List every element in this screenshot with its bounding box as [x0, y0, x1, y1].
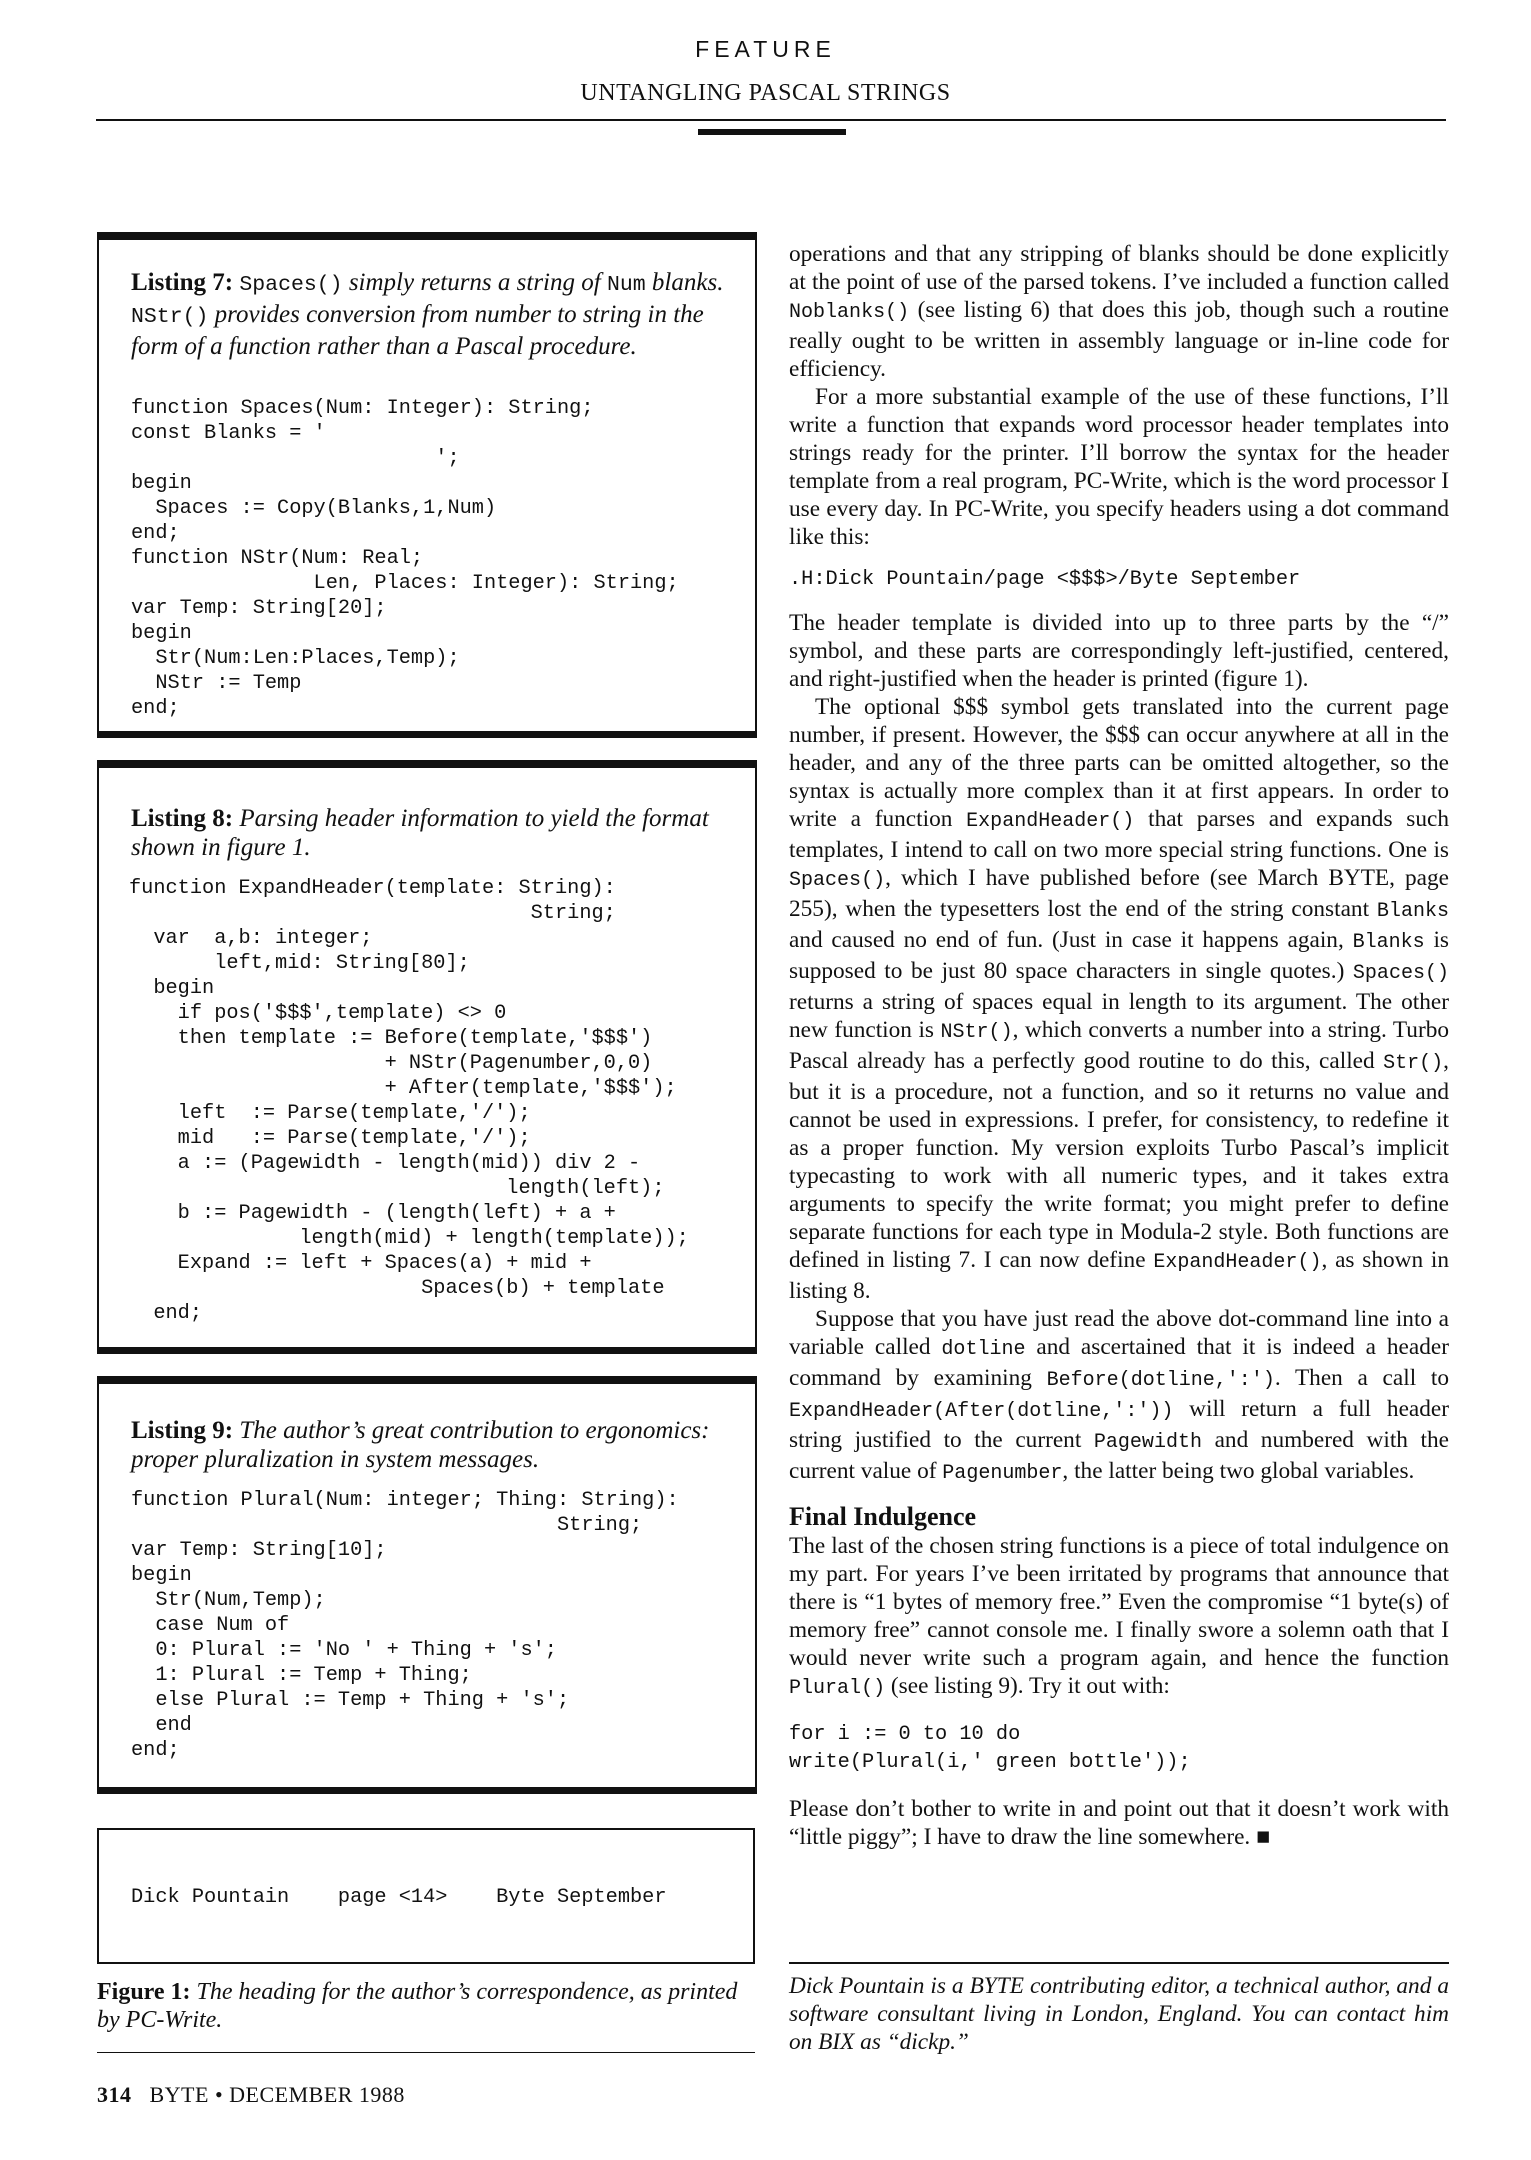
inline-code: Spaces()	[789, 869, 886, 892]
paragraph: The header template is divided into up to three parts by the “/” symbol, and these parts are correspondingly left-justified, centered, and right-justified when the header is printed (figure 1).	[789, 610, 1449, 692]
paragraph	[789, 693, 1449, 1305]
inline-code: dotline	[941, 1338, 1026, 1361]
text-run: will return a full header string justified to the current	[789, 1396, 1449, 1453]
paragraph: For a more substantial example of the use of these functions, I’ll write a function that expands word processor header templates into strings ready for the printer. I’ll borrow the syntax for the header template from a real program, PC-Write, which is the word processor I use every day. In PC-Write, you specify headers using a dot command like this:	[789, 384, 1449, 550]
text-run: provides conversion from number to string in the form of a function rather than a Pascal procedure.	[131, 301, 704, 360]
text-run: , which converts a number into a string. Turbo Pascal already has a perfectly good routine to do this, called	[789, 1017, 1449, 1074]
listing-caption	[131, 268, 725, 361]
figure-rule	[97, 2052, 755, 2053]
text-run: returns a string of spaces equal in length to its argument. The other new function is	[789, 989, 1449, 1043]
text-run: , but it is a procedure, not a function, and so it returns no value and cannot be used in expressions. I prefer, for consistency, to redefine it as a proper function. My version exploits Turbo Pascal’s implicit typecasting to work with all numeric types, and it takes extra arguments to specify the write format; you might prefer to define separate functions for each type in Modula-2 style. Both functions are defined in listing 7. I can now define	[789, 1048, 1449, 1273]
paragraph	[789, 240, 1449, 383]
text-run: simply returns a string of	[342, 269, 607, 296]
text-run: , as shown in listing 8.	[789, 1247, 1449, 1304]
paragraph	[789, 1305, 1449, 1488]
text-run: , which I have published before (see March BYTE, page 255), when the typesetters lost the end of the string constant	[789, 865, 1449, 922]
inline-code: ExpandHeader()	[1153, 1251, 1322, 1274]
page-footer	[97, 2082, 405, 2108]
plural-example: for i := 0 to 10 do write(Plural(i,' green bottle'));	[789, 1723, 1191, 1774]
figure-1-box	[97, 1828, 755, 1964]
listing-code: function Spaces(Num: Integer): String; const Blanks = ' '; begin Spaces := Copy(Blanks,1,Num) end; function NStr(Num: Real; Len, Places: Integer): String; var Temp: String[20]; begin Str(Num:Len:Places,Temp); NStr := Temp end;	[131, 397, 679, 720]
listing-caption-text: Parsing header information to yield the format shown in figure 1.	[131, 805, 709, 861]
text-run: is supposed to be just 80 space characters in single quotes.)	[789, 927, 1449, 984]
text-run: . Then a call to	[1274, 1365, 1450, 1391]
section-heading: Final Indulgence	[789, 1502, 977, 1531]
inline-code: NStr()	[940, 1021, 1013, 1044]
publication-line: BYTE • DECEMBER 1988	[149, 2082, 405, 2107]
listing-9-box	[97, 1376, 757, 1794]
text-run: operations and that any stripping of blanks should be done explicitly at the point of use of the parsed tokens. I’ve included a function called	[789, 241, 1449, 295]
inline-code: Pagenumber	[942, 1462, 1063, 1485]
dot-command-example: .H:Dick Pountain/page <$$$>/Byte September	[789, 568, 1301, 591]
header-rule	[96, 119, 1446, 121]
text-run: (see listing 9). Try it out with:	[885, 1673, 1170, 1699]
article-column	[789, 240, 1449, 1851]
paragraph	[789, 1532, 1449, 1703]
figure-label: Figure 1:	[97, 1979, 191, 2005]
inline-code: Noblanks()	[789, 301, 910, 324]
inline-code: Str()	[1383, 1052, 1444, 1075]
figure-caption	[97, 1978, 757, 2034]
text-run: (see listing 6) that does this job, though such a routine really ought to be written in assembly language or in-line code for efficiency.	[789, 297, 1449, 382]
text-run: and numbered with the current value of	[789, 1427, 1450, 1484]
inline-code: Blanks	[1376, 900, 1449, 923]
text-run: and caused no end of fun. (Just in case it happens again,	[789, 927, 1353, 953]
inline-code: Num	[606, 273, 646, 297]
section-kicker: FEATURE	[695, 36, 836, 62]
inline-code: NStr()	[131, 305, 209, 329]
listing-7-box	[97, 232, 757, 738]
bio-rule	[789, 1962, 1449, 1964]
text-run: blanks.	[645, 269, 724, 296]
listing-caption-text: The author’s great contribution to ergonomics: proper pluralization in system messages.	[131, 1417, 710, 1473]
text-run: The optional $$$ symbol gets translated into the current page number, if present. However, the $$$ can occur anywhere at all in the header, and any of the three parts can be omitted altogether, so the syntax is actually more complex than it at first appears. In order to write a function	[789, 694, 1449, 832]
listing-caption	[131, 1416, 725, 1474]
header-bar	[698, 129, 846, 135]
text-run: that parses and expands such templates, I intend to call on two more special string functions. One is	[789, 806, 1449, 863]
article-title: UNTANGLING PASCAL STRINGS	[580, 80, 951, 106]
text-run: , the latter being two global variables.	[1062, 1458, 1415, 1484]
inline-code: Spaces()	[1352, 962, 1449, 985]
listing-label: Listing 8:	[131, 805, 234, 832]
inline-code: Plural()	[789, 1677, 886, 1700]
text-run: and ascertained that it is indeed a header command by examining	[789, 1334, 1449, 1391]
listing-8-box	[97, 760, 757, 1354]
inline-code: Pagewidth	[1093, 1431, 1202, 1454]
listing-code: function Plural(Num: integer; Thing: String): String; var Temp: String[10]; begin Str(Num,Temp); case Num of 0: Plural := 'No ' + Thing + 's'; 1: Plural := Temp + Thing; else Plural := Temp + Thing + 's'; end end;	[131, 1489, 679, 1762]
listing-code: function ExpandHeader(template: String): String; var a,b: integer; left,mid: String[80]; begin if pos('$$$',template) <> 0 then template := Before(template,'$$$') + NStr(Pagenumber,0,0) + After(template,'$$$'); left := Parse(template,'/'); mid := Parse(template,'/'); a := (Pagewidth - length(mid)) div 2 - length(left); b := Pagewidth - (length(left) + a + length(mid) + length(template)); Expand := left + Spaces(a) + mid + Spaces(b) + template end;	[129, 877, 689, 1325]
text-run: Suppose that you have just read the above dot-command line into a variable called	[789, 1306, 1449, 1360]
inline-code: Spaces()	[239, 273, 343, 297]
text-run: The last of the chosen string functions is a piece of total indulgence on my part. For years I’ve been irritated by programs that announce that there is “1 bytes of memory free.” Even the compromise “1 byte(s) of memory free” cannot console me. I finally swore a solemn oath that I would never write such a program again, and hence the function	[789, 1533, 1449, 1671]
page-number: 314	[97, 2082, 132, 2107]
listing-label: Listing 9:	[131, 1417, 234, 1444]
paragraph: Please don’t bother to write in and point out that it doesn’t work with “little piggy”; I have to draw the line somewhere. ■	[789, 1796, 1449, 1850]
author-bio: Dick Pountain is a BYTE contributing editor, a technical author, and a software consultant living in London, England. You can contact him on BIX as “dickp.”	[789, 1973, 1449, 2055]
figure-caption-text: The heading for the author’s correspondence, as printed by PC-Write.	[97, 1979, 738, 2033]
inline-code: ExpandHeader()	[966, 810, 1135, 833]
listing-caption	[131, 804, 725, 862]
inline-code: Before(dotline,':')	[1046, 1369, 1275, 1392]
figure-header-line: Dick Pountain page <14> Byte September	[131, 1886, 667, 1909]
listing-label: Listing 7:	[131, 269, 234, 296]
inline-code: ExpandHeader(After(dotline,':'))	[789, 1400, 1174, 1423]
inline-code: Blanks	[1352, 931, 1425, 954]
